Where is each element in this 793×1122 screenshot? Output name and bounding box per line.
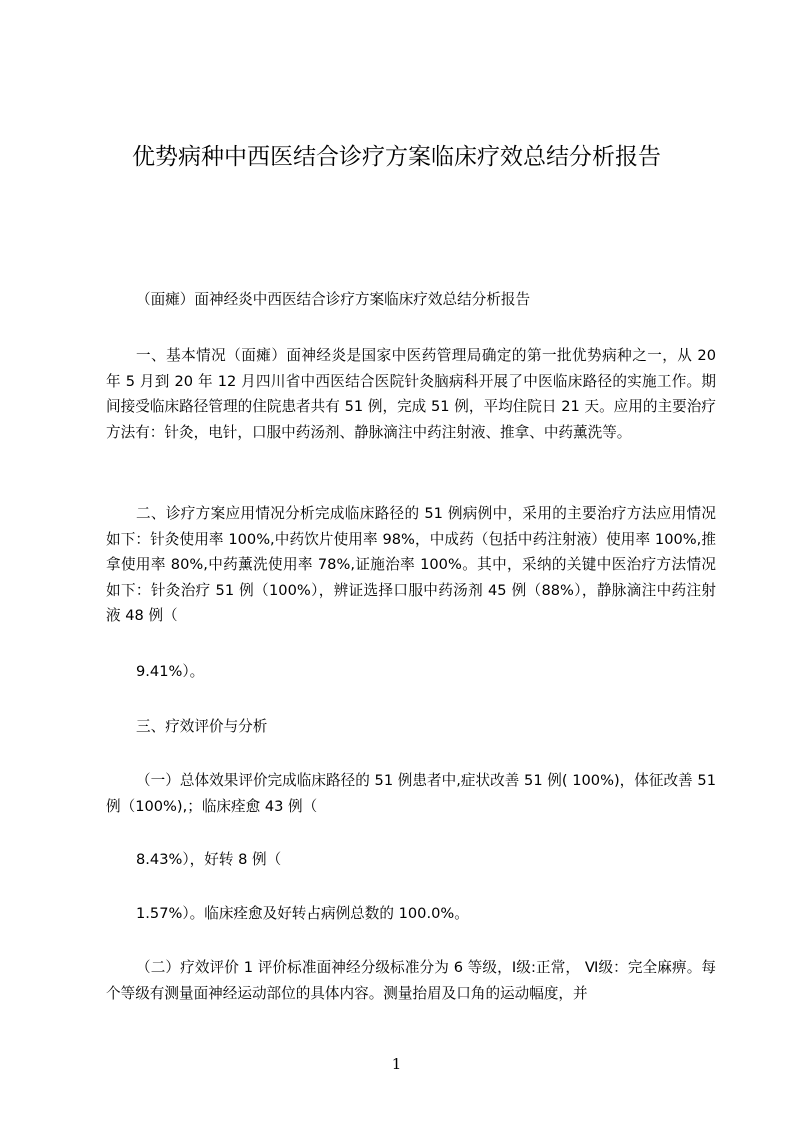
document-title: 优势病种中西医结合诊疗方案临床疗效总结分析报告: [132, 144, 661, 170]
section-2-treatment-analysis: 二、诊疗方案应用情况分析完成临床路径的 51 例病例中，采用的主要治疗方法应用情况如下：针灸使用率 100%,中药饮片使用率 98%，中成药（包括中药注射液）使用率 100%,推拿使用率 80%,中药薰洗使用率 78%,证施治率 100%。其中，采纳的关键中医治疗方法情况如下：针灸治疗 51 例（100%），辨证选择口服中药汤剂 45 例（88%），静脉滴注中药注射液 48 例（: [106, 505, 716, 624]
subsection-1-overall-evaluation: （一）总体效果评价完成临床路径的 51 例患者中,症状改善 51 例( 100%)，体征改善 51 例（100%),；临床痊愈 43 例（: [106, 772, 716, 815]
section-1-basic-info: 一、基本情况（面瘫）面神经炎是国家中医药管理局确定的第一批优势病种之一，从 20 年 5 月到 20 年 12 月四川省中西医结合医院针灸脑病科开展了中医临床路径的实施工作。期间接受临床路径管理的住院患者共有 51 例，完成 51 例，平均住院日 21 天。应用的主要治疗方法有：针灸，电针，口服中药汤剂、静脉滴注中药注射液、推拿、中药薰洗等。: [106, 347, 716, 441]
page-number: 1: [391, 1055, 402, 1073]
continuation-line-2: 8.43%），好转 8 例（: [136, 851, 282, 868]
subtitle-paragraph: （面瘫）面神经炎中西医结合诊疗方案临床疗效总结分析报告: [136, 291, 531, 308]
continuation-line-1: 9.41%）。: [136, 663, 205, 680]
subsection-2-evaluation-standard: （二）疗效评价 1 评价标准面神经分级标准分为 6 等级，Ⅰ级:正常， Ⅵ级：完全麻痹。每个等级有测量面神经运动部位的具体内容。测量抬眉及口角的运动幅度，并: [106, 959, 716, 1002]
continuation-line-3: 1.57%）。临床痊愈及好转占病例总数的 100.0%。: [136, 905, 469, 922]
section-3-heading: 三、疗效评价与分析: [136, 718, 268, 735]
